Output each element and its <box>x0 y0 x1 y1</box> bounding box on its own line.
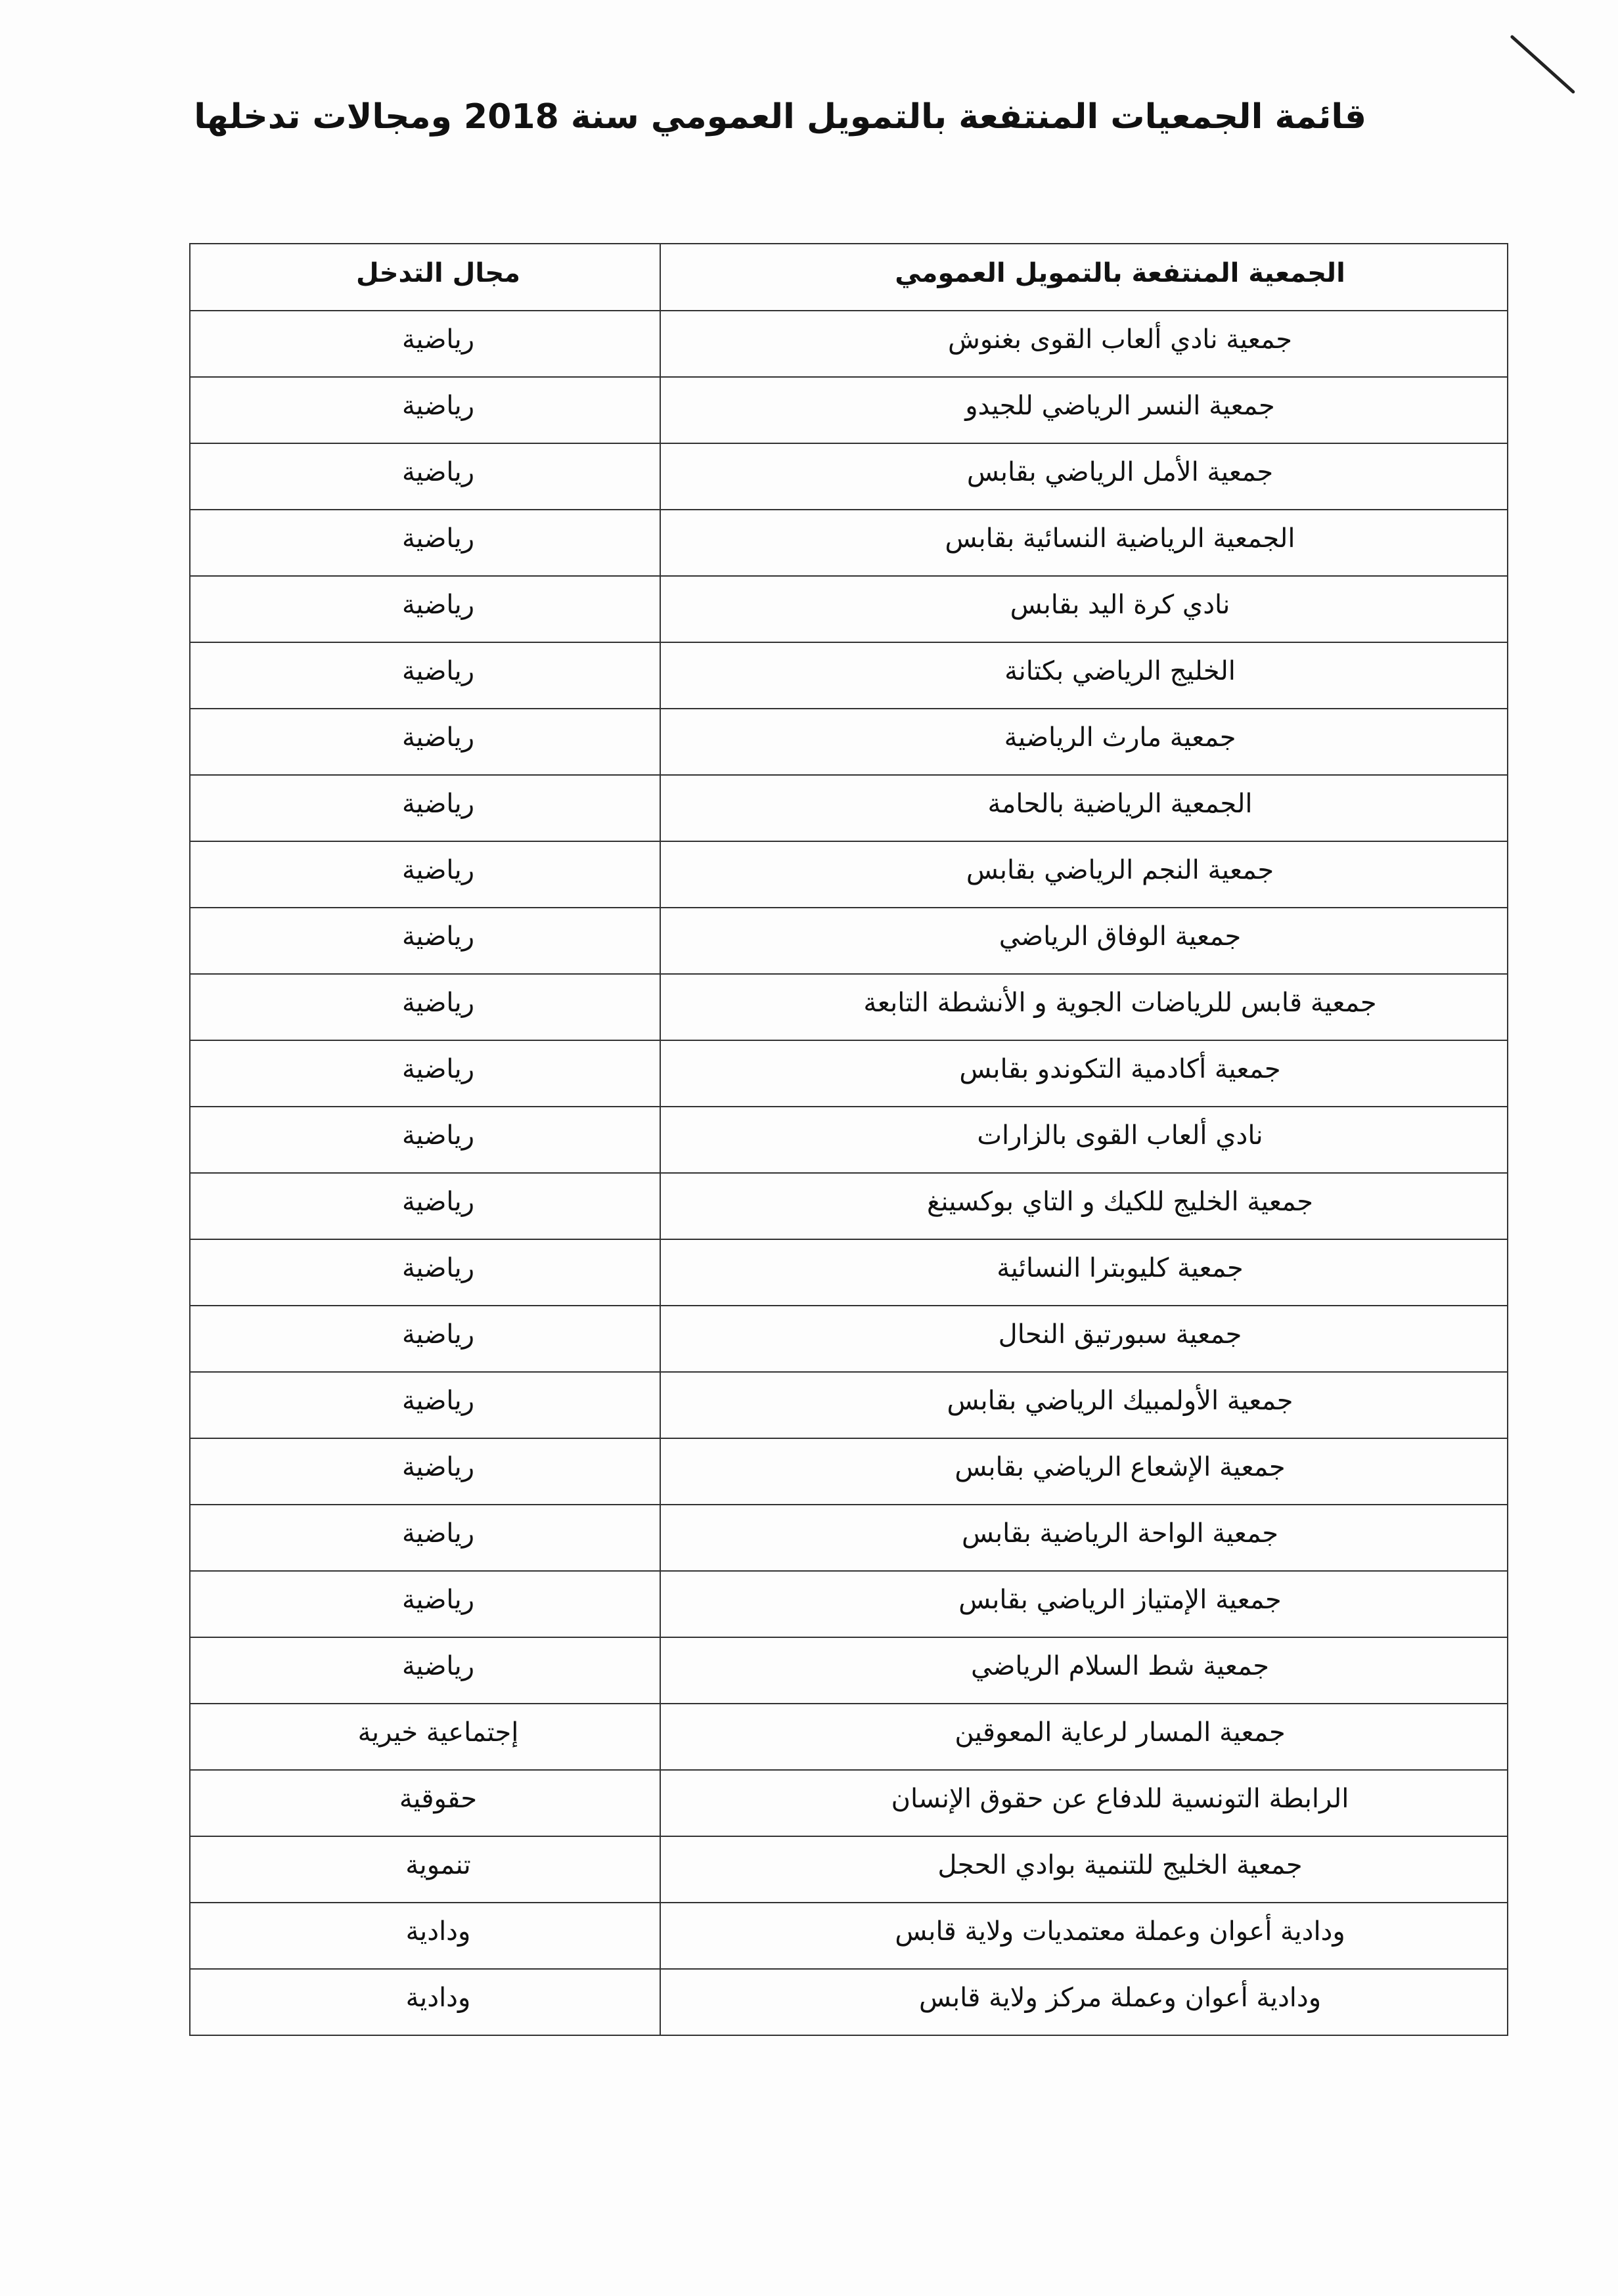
association-name-cell: جمعية الوفاق الرياضي <box>660 908 1508 974</box>
association-name-cell: نادي ألعاب القوى بالزارات <box>660 1107 1508 1173</box>
association-name-cell: جمعية النسر الرياضي للجيدو <box>660 377 1508 443</box>
table-row <box>190 1704 1508 1770</box>
association-name-cell: جمعية الأمل الرياضي بقابس <box>660 443 1508 510</box>
intervention-field-cell: رياضية <box>190 443 660 510</box>
intervention-field-cell: رياضية <box>190 510 660 576</box>
table-row <box>190 576 1508 642</box>
table-row <box>190 443 1508 510</box>
intervention-field-cell: رياضية <box>190 576 660 642</box>
intervention-field-cell: رياضية <box>190 377 660 443</box>
association-name-cell: جمعية مارث الرياضية <box>660 709 1508 775</box>
intervention-field-cell: ودادية <box>190 1969 660 2035</box>
intervention-field-cell: رياضية <box>190 642 660 709</box>
intervention-field-cell: رياضية <box>190 1173 660 1239</box>
association-name-cell: جمعية نادي ألعاب القوى بغنوش <box>660 311 1508 377</box>
table-row <box>190 642 1508 709</box>
association-name-cell: جمعية المسار لرعاية المعوقين <box>660 1704 1508 1770</box>
association-name-cell: جمعية النجم الرياضي بقابس <box>660 841 1508 908</box>
table-row <box>190 1372 1508 1438</box>
intervention-field-cell: رياضية <box>190 1372 660 1438</box>
table-row <box>190 1173 1508 1239</box>
intervention-field-cell: إجتماعية خيرية <box>190 1704 660 1770</box>
table-row <box>190 1040 1508 1107</box>
table-row <box>190 1836 1508 1903</box>
association-name-cell: الخليج الرياضي بكتانة <box>660 642 1508 709</box>
table-row <box>190 974 1508 1040</box>
header-association-name: الجمعية المنتفعة بالتمويل العمومي <box>660 244 1508 311</box>
intervention-field-cell: تنموية <box>190 1836 660 1903</box>
intervention-field-cell: رياضية <box>190 1438 660 1505</box>
association-name-cell: نادي كرة اليد بقابس <box>660 576 1508 642</box>
intervention-field-cell: رياضية <box>190 1505 660 1571</box>
document-title: قائمة الجمعيات المنتفعة بالتمويل العمومي سنة 2018 ومجالات تدخلها <box>194 97 1366 137</box>
table-row <box>190 510 1508 576</box>
table-row <box>190 1438 1508 1505</box>
table-row <box>190 775 1508 841</box>
table-row <box>190 1571 1508 1637</box>
table-row <box>190 1637 1508 1704</box>
table-header-row <box>190 244 1508 311</box>
intervention-field-cell: رياضية <box>190 709 660 775</box>
table-row <box>190 1306 1508 1372</box>
association-name-cell: جمعية الخليج للكيك و التاي بوكسينغ <box>660 1173 1508 1239</box>
intervention-field-cell: رياضية <box>190 1571 660 1637</box>
association-name-cell: جمعية الواحة الرياضية بقابس <box>660 1505 1508 1571</box>
table-row <box>190 311 1508 377</box>
table-row <box>190 1969 1508 2035</box>
association-name-cell: جمعية أكادمية التكوندو بقابس <box>660 1040 1508 1107</box>
associations-table <box>189 243 1508 2036</box>
intervention-field-cell: رياضية <box>190 1040 660 1107</box>
association-name-cell: جمعية قابس للرياضات الجوية و الأنشطة التابعة <box>660 974 1508 1040</box>
table-row <box>190 841 1508 908</box>
intervention-field-cell: رياضية <box>190 841 660 908</box>
association-name-cell: جمعية الإشعاع الرياضي بقابس <box>660 1438 1508 1505</box>
association-name-cell: الرابطة التونسية للدفاع عن حقوق الإنسان <box>660 1770 1508 1836</box>
table-row <box>190 1770 1508 1836</box>
intervention-field-cell: ودادية <box>190 1903 660 1969</box>
intervention-field-cell: رياضية <box>190 311 660 377</box>
table-row <box>190 1903 1508 1969</box>
association-name-cell: الجمعية الرياضية النسائية بقابس <box>660 510 1508 576</box>
intervention-field-cell: رياضية <box>190 1107 660 1173</box>
table-body <box>190 311 1508 2035</box>
intervention-field-cell: حقوقية <box>190 1770 660 1836</box>
scan-mark <box>1510 35 1575 95</box>
association-name-cell: ودادية أعوان وعملة مركز ولاية قابس <box>660 1969 1508 2035</box>
table-row <box>190 1239 1508 1306</box>
association-name-cell: جمعية الخليج للتنمية بوادي الحجل <box>660 1836 1508 1903</box>
header-intervention-field: مجال التدخل <box>190 244 660 311</box>
intervention-field-cell: رياضية <box>190 908 660 974</box>
association-name-cell: جمعية سبورتيق النحال <box>660 1306 1508 1372</box>
associations-table-wrapper <box>189 243 1507 2036</box>
intervention-field-cell: رياضية <box>190 974 660 1040</box>
intervention-field-cell: رياضية <box>190 1239 660 1306</box>
table-row <box>190 1107 1508 1173</box>
intervention-field-cell: رياضية <box>190 1306 660 1372</box>
association-name-cell: ودادية أعوان وعملة معتمديات ولاية قابس <box>660 1903 1508 1969</box>
table-row <box>190 377 1508 443</box>
intervention-field-cell: رياضية <box>190 1637 660 1704</box>
table-row <box>190 709 1508 775</box>
association-name-cell: جمعية الأولمبيك الرياضي بقابس <box>660 1372 1508 1438</box>
association-name-cell: الجمعية الرياضية بالحامة <box>660 775 1508 841</box>
table-row <box>190 1505 1508 1571</box>
association-name-cell: جمعية الإمتياز الرياضي بقابس <box>660 1571 1508 1637</box>
intervention-field-cell: رياضية <box>190 775 660 841</box>
association-name-cell: جمعية كليوبترا النسائية <box>660 1239 1508 1306</box>
table-row <box>190 908 1508 974</box>
association-name-cell: جمعية شط السلام الرياضي <box>660 1637 1508 1704</box>
